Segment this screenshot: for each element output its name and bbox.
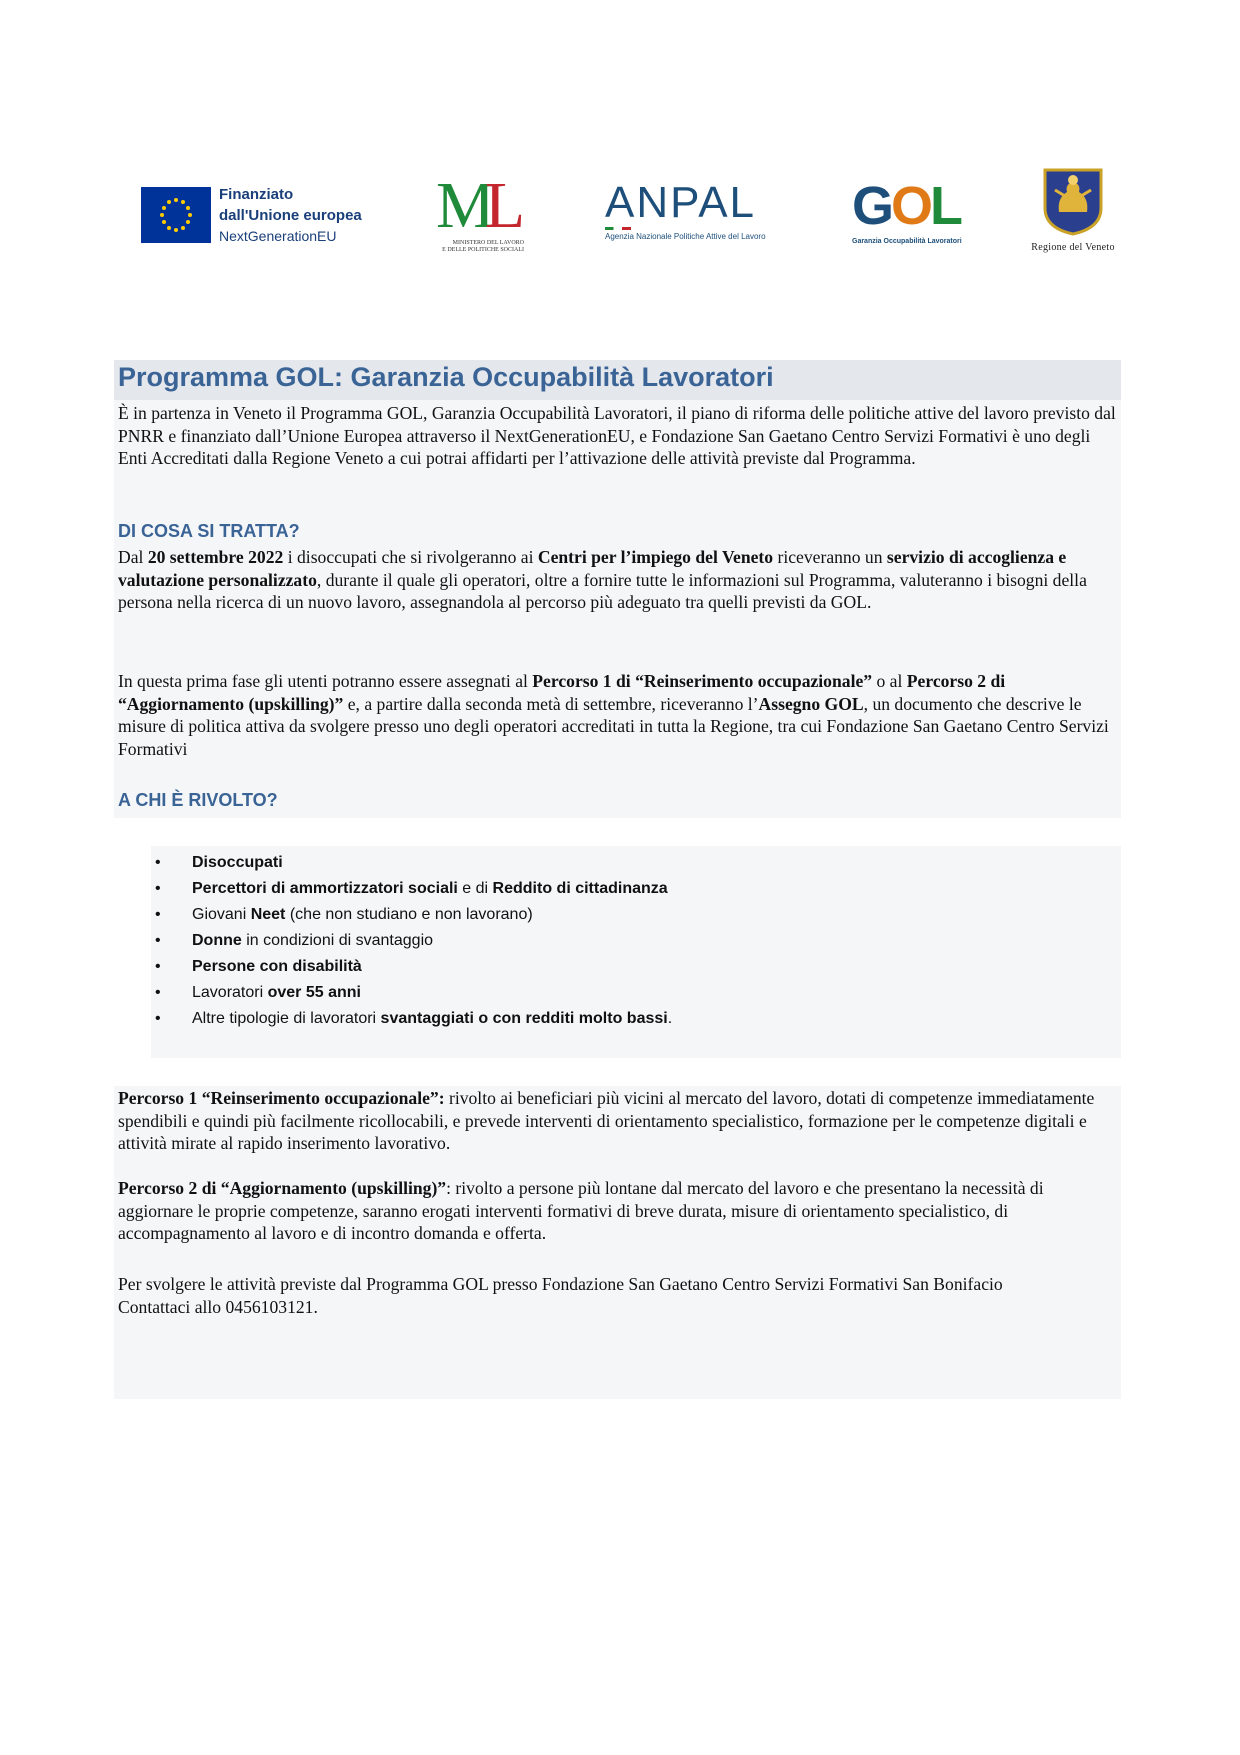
anpal-caption: Agenzia Nazionale Politiche Attive del Lavoro <box>605 232 766 241</box>
bullet-icon: • <box>155 880 161 897</box>
eu-funding-logo <box>141 185 381 245</box>
gol-logo-g: G <box>852 176 892 236</box>
eu-logo-line2: dall'Unione europea <box>219 206 362 224</box>
section-heading-who: A CHI È RIVOLTO? <box>118 790 278 810</box>
list-item: • Giovani Neet (che non studiano e non lavorano) <box>155 902 1055 928</box>
italian-flag-stripe <box>605 227 631 230</box>
gol-caption: Garanzia Occupabilità Lavoratori <box>852 238 962 245</box>
bullet-icon: • <box>155 1010 161 1027</box>
ministero-caption-1: MINISTERO DEL LAVORO <box>452 240 524 246</box>
ministero-caption-2: E DELLE POLITICHE SOCIALI <box>442 247 524 253</box>
anpal-logo-word: ANPAL <box>605 178 757 227</box>
percorso-1-paragraph: Percorso 1 “Reinserimento occupazionale”: rivolto ai beneficiari più vicini al mercato del lavoro, dotati di competenze immediatamente spendibili e quindi più facilmente ricollocabili, e prevede interventi di orientamento specialistico, formazione per le competenze digitali e attività mirate al rapido inserimento lavorativo. <box>118 1088 1095 1154</box>
list-item: • Altre tipologie di lavoratori svantaggiati o con redditi molto bassi. <box>155 1006 1055 1032</box>
ministero-logo-l: L <box>484 169 526 242</box>
percorso-2-paragraph: Percorso 2 di “Aggiornamento (upskilling)”: rivolto a persone più lontane dal mercato del lavoro e che presentano la necessità di aggiornare le proprie competenze, saranno erogati interventi formativi di breve durata, misure di orientamento specialistico, di accompagnamento al lavoro e di incontro domanda e offerta. <box>118 1178 1044 1244</box>
list-item: • Lavoratori over 55 anni <box>155 980 1055 1006</box>
gol-logo-o: O <box>891 176 931 236</box>
bullet-icon: • <box>155 932 161 949</box>
eu-logo-line3: NextGenerationEU <box>219 227 337 244</box>
veneto-caption: Regione del Veneto <box>1031 242 1115 253</box>
eu-flag-icon <box>141 187 211 243</box>
target-list <box>155 850 1055 1032</box>
bullet-icon: • <box>155 906 161 923</box>
anpal-logo <box>605 180 785 250</box>
bullet-icon: • <box>155 958 161 975</box>
bullet-icon: • <box>155 854 161 871</box>
eu-logo-line1: Finanziato <box>219 185 294 203</box>
lion-crest-icon <box>1043 168 1103 236</box>
what-paragraph-1: Dal 20 settembre 2022 i disoccupati che si rivolgeranno ai Centri per l’impiego del Veneto riceveranno un servizio di accoglienza e valutazione personalizzato, durante il quale gli operatori, oltre a fornire tutte le informazioni sul Programma, valuteranno i bisogni della persona nella ricerca di un nuovo lavoro, assegnandola al percorso più adeguato tra quelli previsti da GOL. <box>118 547 1087 613</box>
what-paragraph-2: In questa prima fase gli utenti potranno essere assegnati al Percorso 1 di “Reinserimento occupazionale” o al Percorso 2 di “Aggiornamento (upskilling)” e, a partire dalla seconda metà di settembre, riceveranno l’Assegno GOL, un documento che descrive le misure di politica attiva da svolgere presso uno degli operatori accreditati in tutta la Regione, tra cui Fondazione San Gaetano Centro Servizi Formativi <box>118 671 1109 759</box>
bullet-icon: • <box>155 984 161 1001</box>
ministero-lavoro-logo <box>436 169 526 262</box>
gol-logo <box>852 176 964 252</box>
list-item: • Disoccupati <box>155 850 1055 876</box>
logo-bar <box>0 160 1240 270</box>
list-item: • Donne in condizioni di svantaggio <box>155 928 1055 954</box>
contact-line-2: Contattaci allo 0456103121. <box>118 1296 318 1317</box>
contact-line-1: Per svolgere le attività previste dal Programma GOL presso Fondazione San Gaetano Centro Servizi Formativi San Bonifacio <box>118 1274 1003 1294</box>
regione-veneto-logo <box>1018 168 1128 268</box>
intro-paragraph: È in partenza in Veneto il Programma GOL, Garanzia Occupabilità Lavoratori, il piano di riforma delle politiche attive del lavoro previsto dal PNRR e finanziato dall’Unione Europea attraverso il NextGenerationEU, e Fondazione San Gaetano Centro Servizi Formativi è uno degli Enti Accreditati dalla Regione Veneto a cui potrai affidarti per l’attivazione delle attività previste dal Programma. <box>118 403 1116 469</box>
page-title: Programma GOL: Garanzia Occupabilità Lavoratori <box>118 362 774 392</box>
section-heading-what: DI COSA SI TRATTA? <box>118 521 300 541</box>
list-item: • Percettori di ammortizzatori sociali e di Reddito di cittadinanza <box>155 876 1055 902</box>
contact-paragraph <box>118 1273 1118 1318</box>
list-item: • Persone con disabilità <box>155 954 1055 980</box>
gol-logo-l: L <box>930 176 961 236</box>
ministero-logo-m: M <box>436 169 495 242</box>
